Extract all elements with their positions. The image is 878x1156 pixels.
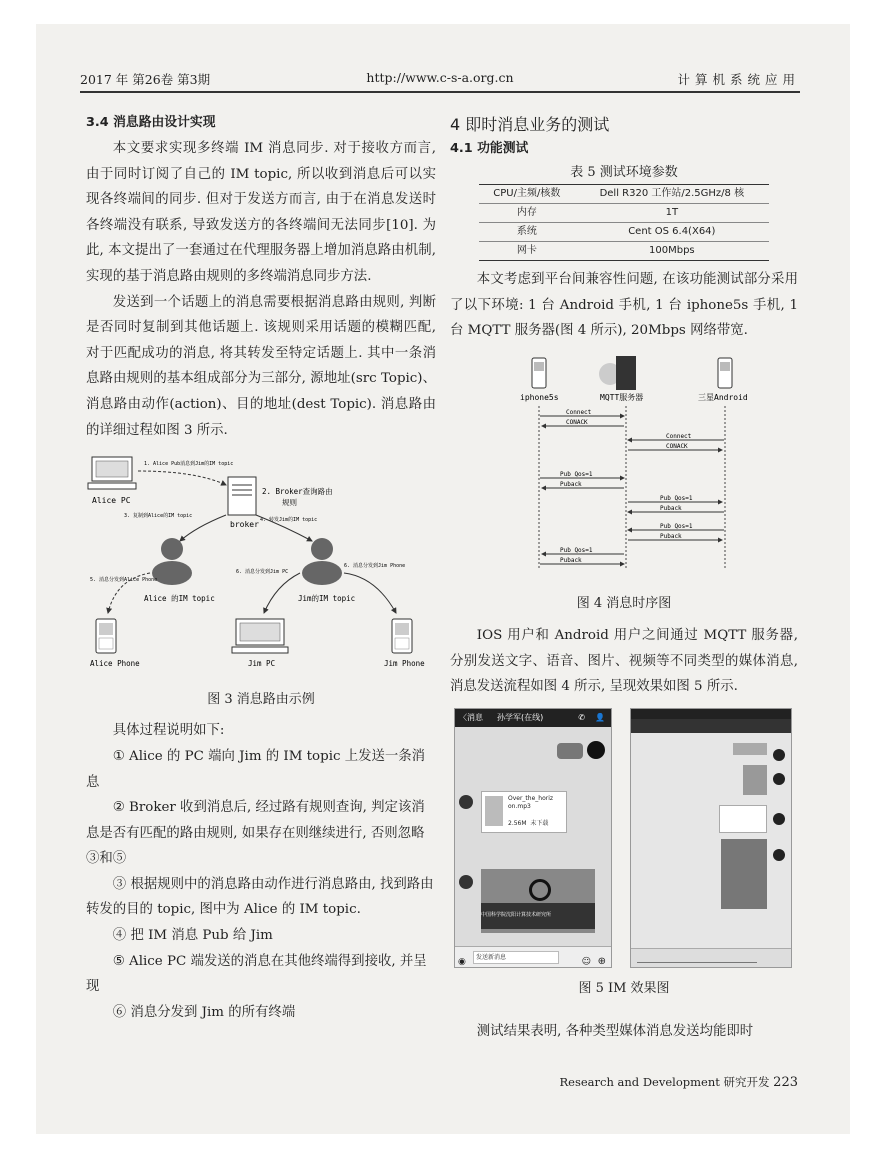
jim-phone-icon — [392, 619, 412, 653]
msg-conack: CONACK — [566, 418, 588, 426]
avatar — [459, 875, 473, 889]
file-name: Over_the_horiz on.mp3 — [508, 794, 554, 810]
test-environment-table — [479, 184, 769, 261]
table-row — [479, 223, 769, 242]
msg-puback-iphone: Puback — [560, 556, 582, 564]
back-button[interactable]: 〈消息 — [459, 712, 483, 722]
image-message[interactable] — [721, 839, 767, 909]
sequence-diagram — [450, 350, 798, 576]
table-5-caption: 表 5 测试环境参数 — [570, 165, 678, 180]
journal-issue: 2017 年 第26卷 第3期 — [80, 72, 211, 87]
message-input[interactable]: 发送新消息 — [473, 951, 559, 964]
server-label: MQTT服务器 — [600, 392, 644, 402]
android-phone-icon — [718, 358, 732, 388]
table-row — [479, 185, 769, 204]
msg-puback-android: Puback — [660, 532, 682, 540]
broker-label: broker — [230, 520, 259, 530]
journal-name: 计算机系统应用 — [677, 72, 800, 87]
msg-pub-android: Pub Qos=1 — [660, 522, 693, 530]
right-column — [450, 112, 798, 1045]
table-cell: 内存 — [479, 204, 575, 223]
phone-icon[interactable]: ✆ — [578, 712, 585, 722]
android-status-bar — [631, 709, 791, 719]
paragraph: 本文要求实现多终端 IM 消息同步. 对于接收方而言, 由于同时订阅了自己的 IM topic, 所以收到消息后可以实现各终端间的同步. 但对于发送方而言, 由于在消息发送时各终端没有联系, 导致发送方的各终端间无法同步[10]. 为此, 本文提出了一套通过在代理服务器上增加消息路由机制, 实现的基于消息路由规则的多终端消息同步方法. — [86, 141, 436, 284]
add-icon[interactable]: ⊕ — [597, 955, 606, 967]
table-row — [479, 204, 769, 223]
figure-3-caption: 图 3 消息路由示例 — [207, 691, 315, 707]
avatar — [587, 741, 605, 759]
subsection-title-4-1: 4.1 功能测试 — [450, 141, 529, 156]
message-input[interactable] — [637, 953, 757, 963]
jim-phone-label: Jim Phone — [384, 659, 425, 669]
chat-title: 孙学军(在线) — [497, 712, 544, 722]
msg-conack-android: CONACK — [666, 442, 688, 450]
msg-pub: Pub Qos=1 — [560, 470, 593, 478]
paragraph: 发送到一个话题上的消息需要根据消息路由规则, 判断是否同时复制到其他话题上. 该规则采用话题的模糊匹配, 对于匹配成功的消息, 将其转发至特定话题上. 其中一条消息路由规则的基本组成部分为三部分, 源地址(src Topic)、消息路由动作(action)、目的地址(dest Topic). 消息路由的详细过程如图 3 所示. — [86, 294, 436, 438]
ios-chat-screenshot — [454, 708, 612, 968]
running-header — [80, 70, 800, 92]
file-status[interactable]: 未下载 — [530, 819, 549, 827]
image-message[interactable] — [481, 869, 595, 933]
table-cell: 网卡 — [479, 242, 575, 261]
avatar — [773, 749, 785, 761]
section-title-4: 4 即时消息业务的测试 — [450, 115, 610, 134]
jim-pc-label: Jim PC — [248, 659, 276, 669]
section-title-3-4: 3.4 消息路由设计实现 — [86, 115, 216, 130]
file-message-card[interactable] — [481, 791, 567, 833]
step-6b-label: 6. 消息分发到Jim Phone — [344, 563, 406, 570]
process-step-2: ② Broker 收到消息后, 经过路有规则查询, 判定该消息是否有匹配的路由规则, 如果存在则继续进行, 否则忽略③和⑤ — [86, 800, 425, 867]
routing-diagram — [86, 449, 436, 671]
jim-topic-icon — [302, 538, 342, 585]
process-step-5: ⑤ Alice PC 端发送的消息在其他终端得到接收, 并呈现 — [86, 953, 427, 995]
step-1-label: 1. Alice Pub消息到Jim的IM topic — [144, 461, 234, 468]
file-message-card[interactable] — [719, 805, 767, 833]
table-cell: CPU/主频/核数 — [479, 185, 575, 204]
file-size: 2.56M — [508, 819, 527, 827]
table-cell: 1T — [575, 204, 769, 223]
table-row — [479, 242, 769, 261]
step-4-label: 4. 转发Jim的IM topic — [260, 517, 318, 524]
process-step-6: ⑥ 消息分发到 Jim 的所有终端 — [112, 1004, 296, 1020]
alice-phone-icon — [96, 619, 116, 653]
ios-nav-bar — [455, 709, 611, 727]
android-chat-screenshot — [630, 708, 792, 968]
location-pin-icon — [529, 879, 551, 901]
step-3-label: 3. 复制到Alice的IM topic — [124, 513, 193, 520]
alice-pc-label: Alice PC — [92, 496, 131, 506]
avatar — [773, 773, 785, 785]
msg-puback: Puback — [560, 480, 582, 488]
paragraph: 本文考虑到平台间兼容性问题, 在该功能测试部分采用了以下环境: 1 台 Android 手机, 1 台 iphone5s 手机, 1 台 MQTT 服务器(图 4 所示), 20Mbps 网络带宽. — [450, 272, 798, 339]
figure-5-caption: 图 5 IM 效果图 — [578, 980, 670, 996]
table-cell: Cent OS 6.4(X64) — [575, 223, 769, 242]
paragraph: 测试结果表明, 各种类型媒体消息发送均能即时 — [476, 1024, 754, 1040]
table-cell: 100Mbps — [575, 242, 769, 261]
mqtt-server-icon — [599, 356, 636, 390]
iphone-icon — [532, 358, 546, 388]
figure-4 — [450, 350, 798, 617]
alice-phone-label: Alice Phone — [90, 659, 140, 669]
avatar — [459, 795, 473, 809]
left-column — [86, 112, 436, 1025]
process-step-3: ③ 根据规则中的消息路由动作进行消息路由, 找到路由转发的目的 topic, 图中为 Alice 的 IM topic. — [86, 876, 434, 918]
table-cell: 系统 — [479, 223, 575, 242]
contact-icon[interactable]: 👤 — [595, 712, 605, 722]
jim-pc-icon — [232, 619, 288, 653]
sent-bubble — [743, 765, 767, 795]
msg-connect-android: Connect — [666, 432, 692, 440]
process-step-1: ① Alice 的 PC 端向 Jim 的 IM topic 上发送一条消息 — [86, 748, 426, 790]
iphone-label: iphone5s — [520, 392, 559, 402]
android-nav-bar — [631, 719, 791, 733]
file-meta — [508, 820, 548, 828]
paragraph: 具体过程说明如下: — [112, 723, 225, 739]
alice-pc-icon — [88, 457, 136, 489]
page-number: 223 — [773, 1075, 798, 1090]
image-banner: 中国科学院沈阳计算技术研究所 — [481, 903, 595, 929]
table-cell: Dell R320 工作站/2.5GHz/8 核 — [575, 185, 769, 204]
android-input-bar — [631, 948, 791, 967]
jim-topic-label: Jim的IM topic — [298, 594, 356, 604]
journal-url[interactable]: http://www.c-s-a.org.cn — [366, 70, 514, 85]
voice-icon[interactable]: ◉ — [458, 956, 466, 967]
figure-3 — [86, 449, 436, 712]
step-6-label: 6. 消息分发到Jim PC — [236, 569, 289, 576]
step-2-label-cont: 规则 — [282, 498, 297, 508]
sent-bubble — [733, 743, 767, 755]
figure-4-caption: 图 4 消息时序图 — [576, 596, 672, 612]
paragraph: IOS 用户和 Android 用户之间通过 MQTT 服务器, 分别发送文字、语音、图片、视频等不同类型的媒体消息, 消息发送流程如图 4 所示, 呈现效果如图 5 所示. — [450, 627, 798, 695]
avatar — [773, 813, 785, 825]
android-label: 三星Android — [698, 392, 748, 402]
msg-pub-fwd: Pub Qos=1 — [660, 494, 693, 502]
sent-bubble — [557, 743, 583, 759]
footer-section: Research and Development 研究开发 — [559, 1075, 770, 1089]
alice-topic-label: Alice 的IM topic — [144, 594, 215, 604]
figure-5 — [450, 708, 798, 968]
msg-pub-iphone: Pub Qos=1 — [560, 546, 593, 554]
step-5-label: 5. 消息分发到Alice Phone — [90, 577, 158, 584]
ios-input-bar — [455, 946, 611, 967]
avatar — [773, 849, 785, 861]
music-file-icon — [485, 796, 503, 826]
step-2-label: 2. Broker查询路由 — [262, 487, 333, 497]
emoji-icon[interactable]: ☺ — [581, 956, 591, 967]
running-footer — [560, 1074, 798, 1090]
process-step-4: ④ 把 IM 消息 Pub 给 Jim — [112, 928, 273, 944]
broker-server-icon — [228, 477, 256, 515]
msg-connect: Connect — [566, 408, 592, 416]
msg-puback-fwd: Puback — [660, 504, 682, 512]
alice-topic-icon — [152, 538, 192, 585]
header-rule — [80, 91, 800, 93]
